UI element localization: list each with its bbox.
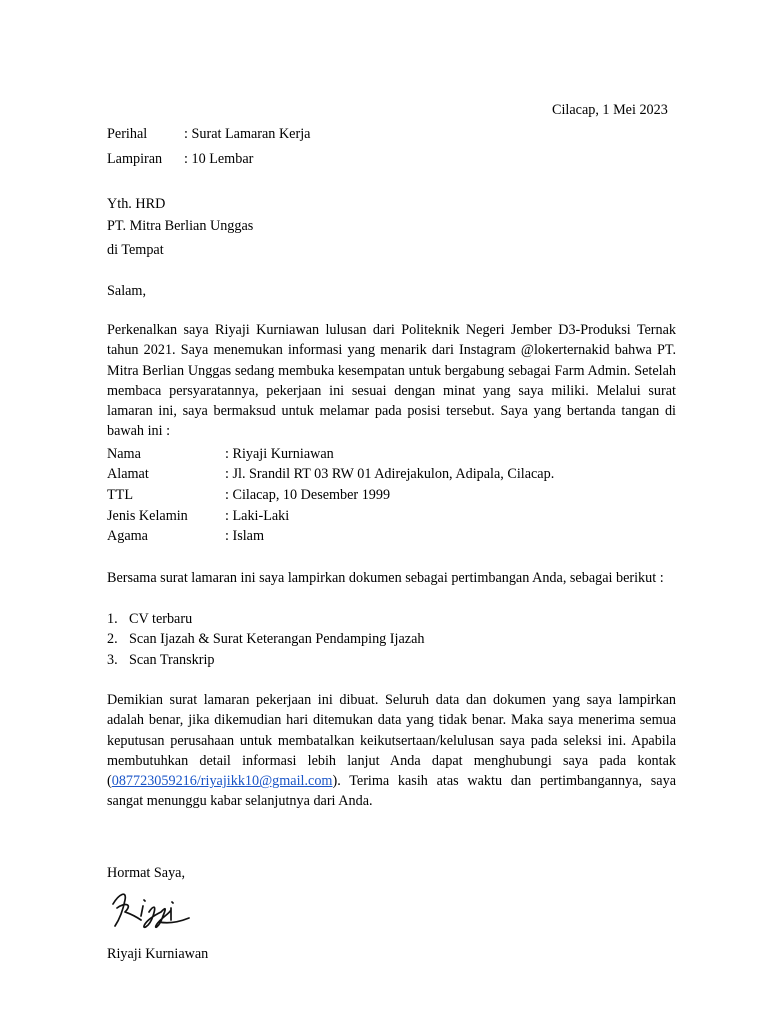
identity-label: Nama [107,446,141,462]
list-item-number: 1. [107,611,118,627]
intro-paragraph: Perkenalkan saya Riyaji Kurniawan lulusan dari Politeknik Negeri Jember D3-Produksi Ternak tahun 2021. Saya menemukan informasi yang menarik dari Instagram @lokerternakid bahwa PT. Mitra Berlian Unggas sedang membuka kesempatan untuk bergabung sebagai Farm Admin. Setelah membaca persyaratannya, pekerjaan ini sesuai dengan minat yang saya miliki. Melalui surat lamaran ini, saya bermaksud untuk melamar pada posisi tersebut. Saya yang bertanda tangan di bawah ini : [107,322,676,440]
perihal-value: : Surat Lamaran Kerja [184,126,311,142]
list-item: Scan Transkrip [129,652,215,668]
closing-text-after: ). Terima kasih atas waktu dan pertimbangannya, saya sangat menunggu kabar selanjutnya dari Anda. [107,773,676,810]
list-item: CV terbaru [129,611,193,627]
attachments-intro: Bersama surat lamaran ini saya lampirkan dokumen sebagai pertimbangan Anda, sebagai berikut : [107,570,664,586]
identity-label: Alamat [107,466,149,482]
list-item: Scan Ijazah & Surat Keterangan Pendamping Ijazah [129,631,425,647]
identity-label: TTL [107,487,133,503]
recipient-line-2: PT. Mitra Berlian Unggas [107,218,254,234]
identity-value: : Cilacap, 10 Desember 1999 [225,487,391,503]
closing-text-before: Demikian surat lamaran pekerjaan ini dibuat. Seluruh data dan dokumen yang saya lampirkan adalah benar, jika dikemudian hari ditemukan data yang tidak benar. Maka saya menerima semua keputusan perusahaan untuk membatalkan keikutsertaan/kelulusan saya pada seleksi ini. Apabila membutuhkan detail informasi lebih lanjut Anda dapat menghubungi saya pada kontak ( [107,692,676,790]
identity-label: Jenis Kelamin [107,508,188,524]
identity-label: Agama [107,528,148,544]
signature-icon [105,884,195,932]
recipient-line-1: Yth. HRD [107,196,166,212]
lampiran-label: Lampiran [107,151,163,167]
salutation: Hormat Saya, [107,865,186,881]
list-item-number: 2. [107,631,118,647]
greeting: Salam, [107,283,147,299]
identity-value: : Jl. Srandil RT 03 RW 01 Adirejakulon, Adipala, Cilacap. [225,466,555,482]
identity-value: : Riyaji Kurniawan [225,446,334,462]
identity-value: : Islam [225,528,265,544]
list-item-number: 3. [107,652,118,668]
signer-name: Riyaji Kurniawan [107,946,209,962]
lampiran-value: : 10 Lembar [184,151,254,167]
identity-value: : Laki-Laki [225,508,290,524]
perihal-label: Perihal [107,126,148,142]
contact-link[interactable]: 087723059216/riyajikk10@gmail.com [111,773,333,790]
place-date: Cilacap, 1 Mei 2023 [552,102,668,118]
recipient-line-3: di Tempat [107,242,164,258]
closing-paragraph [107,690,676,812]
